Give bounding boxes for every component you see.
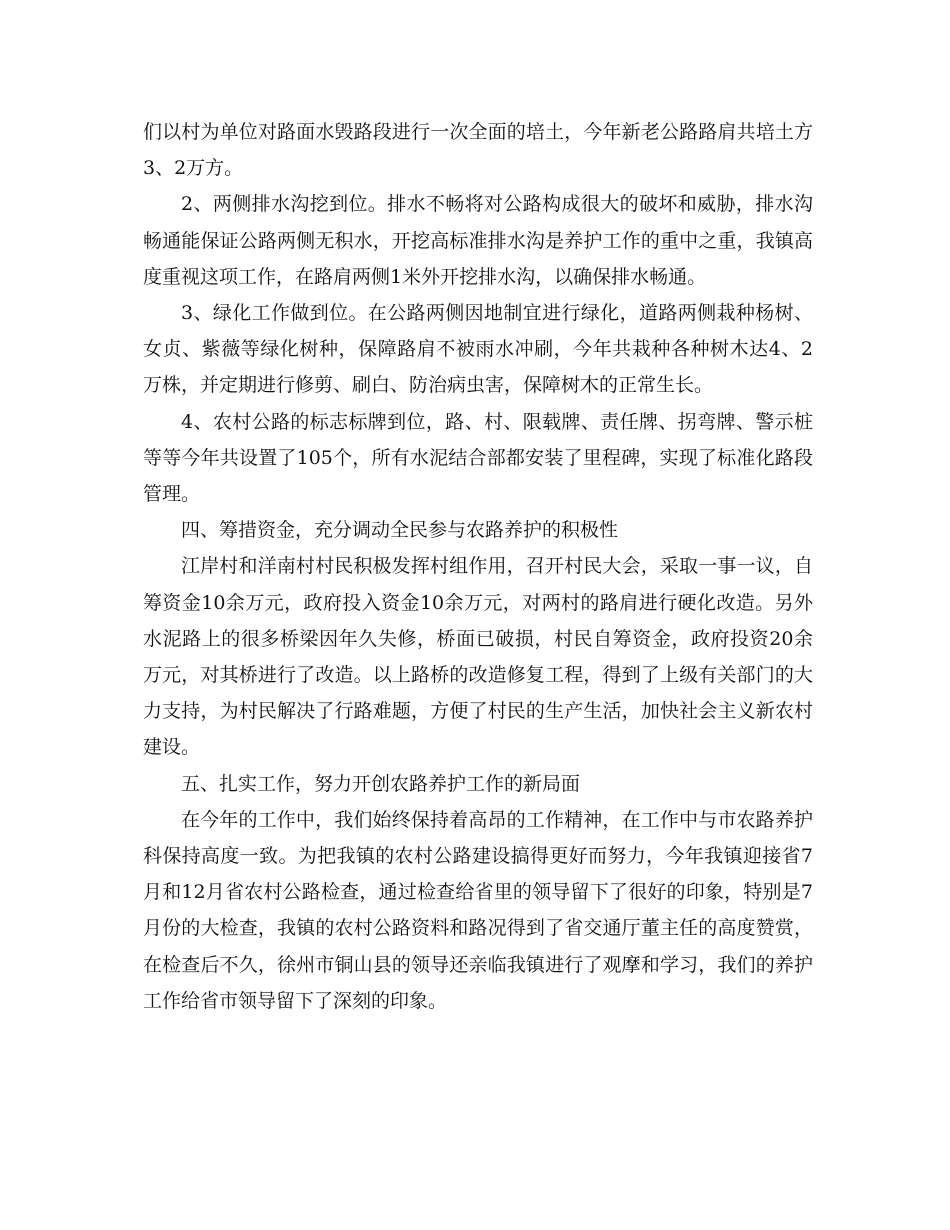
paragraph-signage: 4、农村公路的标志标牌到位，路、村、限载牌、责任牌、拐弯牌、警示桩等等今年共设置了105个，所有水泥结合部都安装了里程碑，实现了标准化路段管理。 [143,410,813,506]
paragraph-continuation: 们以村为单位对路面水毁路段进行一次全面的培土，今年新老公路路肩共培土方3、2万方。 [143,121,813,180]
paragraph-greening: 3、绿化工作做到位。在公路两侧因地制宜进行绿化，道路两侧栽种杨树、女贞、紫薇等绿化树种，保障路肩不被雨水冲刷，今年共栽种各种树木达4、2万株，并定期进行修剪、刷白、防治病虫害，保障树木的正常生长。 [143,302,813,397]
paragraph-inspection: 在今年的工作中，我们始终保持着高昂的工作精神，在工作中与市农路养护科保持高度一致。为把我镇的农村公路建设搞得更好而努力，今年我镇迎接省7月和12月省农村公路检查，通过检查给省里的领导留下了很好的印象，特别是7月份的大检查，我镇的农村公路资料和路况得到了省交通厅董主任的高度赞赏，在检查后不久，徐州市铜山县的领导还亲临我镇进行了观摩和学习，我们的养护工作给省市领导留下了深刻的印象。 [143,808,813,1012]
section-heading-new-situation: 五、扎实工作，努力开创农路养护工作的新局面 [181,772,581,795]
paragraph-drainage: 2、两侧排水沟挖到位。排水不畅将对公路构成很大的破坏和威胁，排水沟畅通能保证公路两侧无积水，开挖高标准排水沟是养护工作的重中之重，我镇高度重视这项工作，在路肩两侧1米外开挖排水沟，以确保排水畅通。 [143,193,813,288]
section-heading-funding: 四、筹措资金，充分调动全民参与农路养护的积极性 [181,519,619,542]
document-body [143,114,813,1019]
paragraph-funding: 江岸村和洋南村村民积极发挥村组作用，召开村民大会，采取一事一议，自筹资金10余万元，政府投入资金10余万元，对两村的路肩进行硬化改造。另外水泥路上的很多桥梁因年久失修，桥面已破损，村民自筹资金，政府投资20余万元，对其桥进行了改造。以上路桥的改造修复工程，得到了上级有关部门的大力支持，为村民解决了行路难题，方便了村民的生产生活，加快社会主义新农村建设。 [143,555,813,759]
